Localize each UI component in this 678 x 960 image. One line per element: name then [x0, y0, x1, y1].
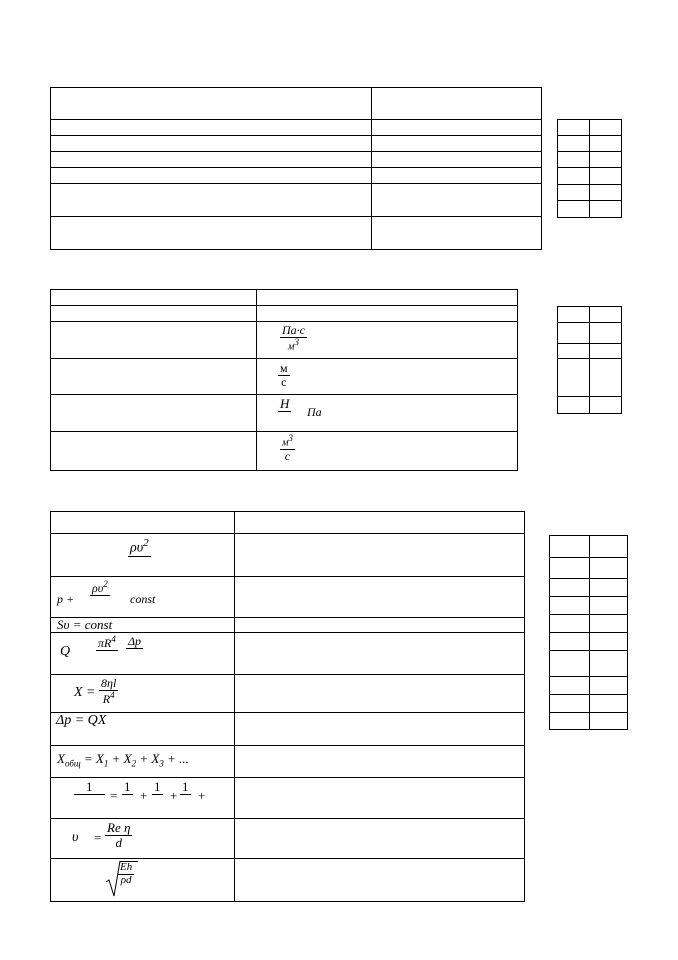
table-1-row-line: [50, 183, 542, 184]
table-1-row-line: [50, 151, 542, 152]
formula-pressure-drop: Δp = QX: [56, 713, 107, 728]
answer-grid-3-row-line: [549, 676, 628, 677]
table-3-row-line: [50, 674, 525, 675]
formula-critical-velocity-equals: =: [94, 830, 102, 845]
table-1-row-line: [50, 119, 542, 120]
answer-grid-1-divider: [589, 119, 590, 218]
answer-grid-3-row-line: [549, 712, 628, 713]
table-1-row-line: [50, 167, 542, 168]
table-3-row-line: [50, 632, 525, 633]
table-1-row-line: [50, 216, 542, 217]
table-1-border: [50, 87, 542, 250]
table-3-column-divider: [234, 511, 235, 902]
table-2-column-divider: [256, 289, 257, 471]
formula-poiseuille-q: Q: [60, 644, 71, 659]
unit-pascal-second-per-cubic-meter: [280, 324, 307, 352]
table-3-row-line: [50, 745, 525, 746]
table-3-row-line: [50, 858, 525, 859]
formula-hydraulic-resistance-lhs: X =: [74, 685, 96, 700]
answer-grid-1-row-line: [557, 151, 622, 152]
table-3-row-line: [50, 777, 525, 778]
unit-cubic-meter-per-second: [280, 434, 295, 462]
formula-parallel-plus: +: [170, 788, 178, 803]
formula-bernoulli-p: p +: [57, 592, 75, 606]
answer-grid-2-row-line: [557, 358, 622, 359]
answer-grid-3-row-line: [549, 650, 628, 651]
table-2-row-line: [50, 394, 518, 395]
answer-grid-2-row-line: [557, 343, 622, 344]
table-3-row-line: [50, 712, 525, 713]
table-2-row-line: [50, 358, 518, 359]
table-1-column-divider: [371, 87, 372, 250]
unit-denominator: с: [281, 374, 287, 389]
unit-numerator: м: [280, 361, 288, 375]
formula-critical-velocity-fraction: $\frac{\text{Re η}}{d}$: [107, 820, 131, 850]
formula-critical-velocity-lhs: υ: [72, 830, 79, 845]
answer-grid-1-row-line: [557, 200, 622, 201]
answer-grid-2-row-line: [557, 396, 622, 397]
answer-grid-3-row-line: [549, 557, 628, 558]
table-1-row-line: [50, 135, 542, 136]
unit-meter-per-second: [278, 362, 290, 388]
table-2-row-line: [50, 305, 518, 306]
unit-pascal: Па: [307, 405, 322, 419]
formula-parallel-fraction-1: 1: [74, 780, 105, 808]
unit-numerator: Па·с: [282, 323, 305, 337]
table-3-row-line: [50, 818, 525, 819]
formula-dynamic-pressure: $\rho\upsilon^2$: [130, 537, 149, 556]
table-2-row-line: [50, 431, 518, 432]
formula-poiseuille-fraction-2: Δp: [128, 634, 142, 648]
answer-grid-1-row-line: [557, 184, 622, 185]
unit-newton-fraction: [278, 397, 291, 425]
unit-denominator: с: [284, 448, 291, 463]
formula-poiseuille-fraction-1: $\pi R^4$: [98, 634, 116, 650]
formula-parallel-fraction-3: 1: [154, 779, 161, 794]
answer-grid-3-row-line: [549, 632, 628, 633]
answer-grid-1-row-line: [557, 135, 622, 136]
formula-parallel-equals: =: [110, 788, 118, 803]
table-3-row-line: [50, 617, 525, 618]
formula-parallel-plus: +: [198, 788, 206, 803]
unit-numerator: Н: [280, 396, 290, 411]
unit-denominator: $м^3$: [288, 336, 299, 352]
answer-grid-2-row-line: [557, 322, 622, 323]
answer-grid-3-row-line: [549, 614, 628, 615]
formula-bernoulli-fraction: $\rho\upsilon^2$: [92, 579, 108, 595]
table-3-row-line: [50, 533, 525, 534]
answer-grid-3-row-line: [549, 596, 628, 597]
answer-grid-3-row-line: [549, 694, 628, 695]
formula-pulse-wave-fraction: $\frac{Eh}{\rho d}$: [120, 861, 133, 886]
formula-parallel-fraction-2: 1: [124, 779, 131, 794]
unit-numerator: $м^3$: [282, 433, 293, 449]
table-2-row-line: [50, 321, 518, 322]
formula-bernoulli-const: const: [130, 592, 156, 606]
formula-continuity: Sυ = const: [57, 617, 113, 632]
formula-hydraulic-resistance-fraction: $\frac{8\eta l}{R^4}$: [101, 676, 117, 706]
formula-parallel-plus: +: [140, 788, 148, 803]
formula-series-resistance: $X_{общ} = X_1 + X_2 + X_3$ + ...: [57, 751, 189, 769]
answer-grid-3-row-line: [549, 578, 628, 579]
table-3-row-line: [50, 576, 525, 577]
answer-grid-1-row-line: [557, 167, 622, 168]
formula-parallel-fraction-4: 1: [182, 779, 189, 794]
